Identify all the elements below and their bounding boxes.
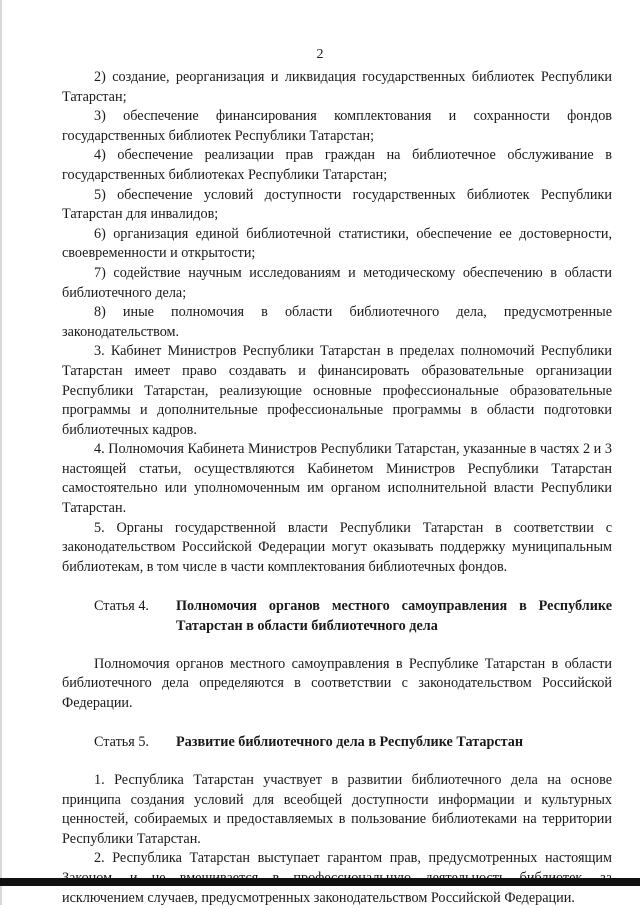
article-4-text: Полномочия органов местного самоуправления в Республике Татарстан в области библиотечного дела определяются в соответствии с законодательством Российской Федерации. (62, 655, 612, 711)
scan-bottom-bar (0, 878, 640, 886)
scan-edge (0, 0, 2, 905)
article-4-title: Полномочия органов местного самоуправления в Республике Татарстан в области библиотечного дела (176, 598, 612, 635)
article-5-heading (62, 733, 612, 753)
clause-5: 5. Органы государственной власти Республики Татарстан в соответствии с законодательством Российской Федерации могут оказывать поддержку муниципальным библиотекам, в том числе в части комплектования библиотечных фондов. (62, 519, 612, 575)
page-number: 2 (316, 47, 324, 62)
document-body (62, 68, 612, 908)
article-4-number: Статья 4. (94, 598, 149, 615)
list-item-7: 7) содействие научным исследованиям и методическому обеспечению в области библиотечного дела; (62, 264, 612, 301)
article-4-heading (62, 597, 612, 636)
list-item-6: 6) организация единой библиотечной статистики, обеспечение ее достоверности, своевременности и открытости; (62, 225, 612, 262)
clause-4: 4. Полномочия Кабинета Министров Республики Татарстан, указанные в частях 2 и 3 настоящей статьи, осуществляются Кабинетом Министров Республики Татарстан самостоятельно или уполномоченным им органом исполнительной власти Республики Татарстан. (62, 441, 612, 517)
list-item-4: 4) обеспечение реализации прав граждан на библиотечное обслуживание в государственных библиотеках Республики Татарстан; (62, 147, 612, 183)
article-5-number: Статья 5. (94, 734, 149, 751)
list-item-8: 8) иные полномочия в области библиотечного дела, предусмотренные законодательством. (62, 304, 612, 340)
list-item-5: 5) обеспечение условий доступности государственных библиотек Республики Татарстан для инвалидов; (62, 186, 612, 223)
article-5-title: Развитие библиотечного дела в Республике Татарстан (176, 734, 524, 751)
list-item-3: 3) обеспечение финансирования комплектования и сохранности фондов государственных библиотек Республики Татарстан; (62, 108, 612, 144)
article-5-clause-2: 2. Республика Татарстан выступает гарантом прав, предусмотренных настоящим исключением случаев, предусмотренных законодательством Российской Федерации. (62, 850, 612, 906)
clause-3: 3. Кабинет Министров Республики Татарстан в пределах полномочий Республики Татарстан имеет право создавать и финансировать образовательные организации Республики Татарстан, реализующие основные профессиональные образовательные программы и дополнительные профессиональные программы в области подготовки библиотечных кадров. (62, 343, 612, 438)
article-5-clause-1: 1. Республика Татарстан участвует в развитии библиотечного дела на основе принципа создания условий для всеобщей доступности информации и культурных ценностей, собираемых и предоставляемых в пользование библиотеками на территории Республики Татарстан. (62, 772, 612, 847)
list-item-2: 2) создание, реорганизация и ликвидация государственных библиотек Республики Татарстан; (62, 69, 612, 105)
